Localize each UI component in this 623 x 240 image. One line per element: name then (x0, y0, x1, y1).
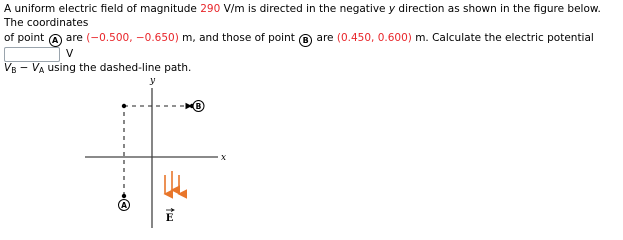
problem-text: are (62, 31, 87, 44)
problem-text: m. Calculate the electric potential (415, 31, 594, 44)
y-axis-label: y (150, 76, 156, 86)
point-a-symbol: A (49, 34, 62, 47)
x-axis-label: x (221, 153, 227, 163)
potential-v-b: V (4, 62, 12, 75)
point-b-label: B (195, 102, 202, 111)
point-b-coordinates: (0.450, 0.600) (336, 31, 412, 44)
field-label: E (165, 213, 174, 224)
path-corner-dot (122, 104, 126, 108)
problem-text: direction as shown in the figure below. The coordinates (4, 3, 601, 30)
point-b-symbol: B (299, 34, 312, 47)
problem-text: A uniform electric field of magnitude (4, 3, 201, 15)
problem-text: are (313, 31, 337, 44)
y-variable: y (388, 3, 396, 15)
problem-text: of point (4, 31, 48, 44)
minus-sign: − (16, 62, 32, 75)
answer-unit: V (66, 48, 74, 60)
field-magnitude-value: 290 (200, 3, 221, 15)
point-a-label: A (121, 201, 127, 210)
subscript-b: B (11, 66, 17, 76)
point-a-coordinates: (−0.500, −0.650) (86, 31, 179, 44)
point-a-dot (122, 194, 126, 198)
potential-v-a: V (31, 62, 40, 75)
problem-text: V/m is directed in the negative (220, 3, 389, 15)
problem-text: m, and those of point (178, 31, 299, 44)
subscript-a: A (39, 66, 45, 76)
problem-text: using the dashed-line path. (44, 62, 192, 75)
